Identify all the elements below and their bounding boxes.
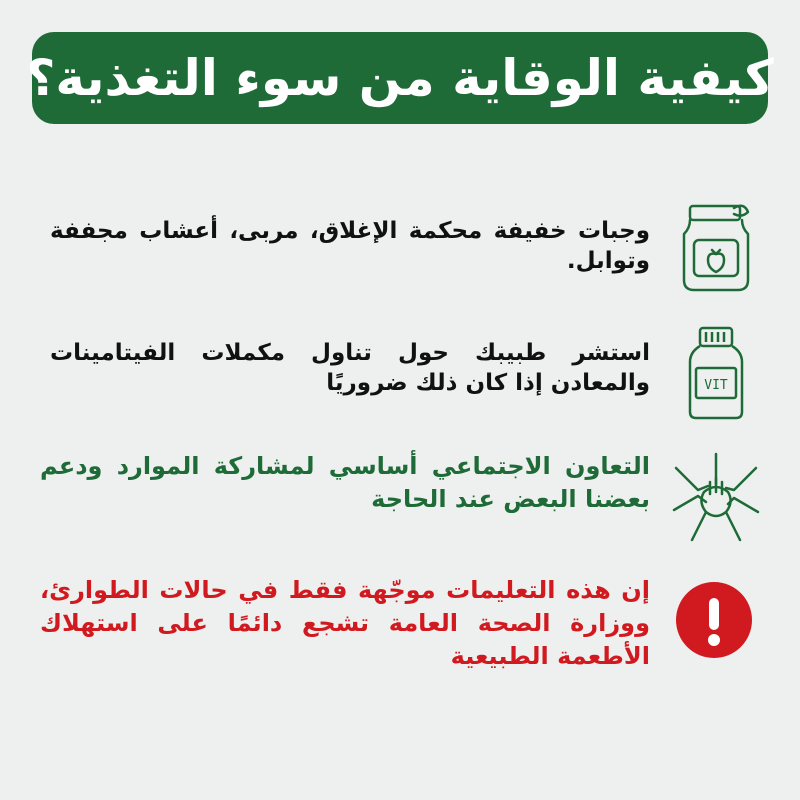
- vitamin-bottle-icon: [678, 322, 758, 422]
- item-text: إن هذه التعليمات موجّهة فقط في حالات الطوارئ، ووزارة الصحة العامة تشجع دائمًا على استهلاك الأطعمة الطبيعية: [40, 576, 650, 670]
- bottle-label: VIT: [704, 378, 728, 393]
- page-title: كيفية الوقاية من سوء التغذية؟: [26, 49, 774, 107]
- jam-jar-icon: [676, 200, 756, 300]
- item-text: التعاون الاجتماعي أساسي لمشاركة الموارد ودعم بعضنا البعض عند الحاجة: [40, 452, 650, 513]
- item-text: وجبات خفيفة محكمة الإغلاق، مربى، أعشاب مجففة وتوابل.: [50, 218, 650, 274]
- title-banner: [26, 32, 774, 124]
- joined-hands-icon: [668, 448, 764, 548]
- item-text: استشر طبيبك حول تناول مكملات الفيتامينات والمعادن إذا كان ذلك ضروريًا: [50, 340, 650, 396]
- warning-icon: [674, 580, 758, 680]
